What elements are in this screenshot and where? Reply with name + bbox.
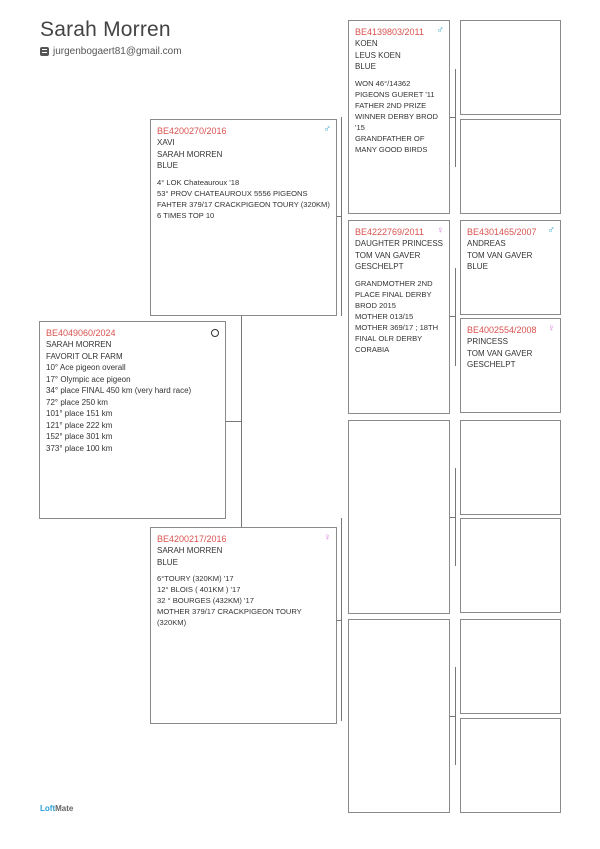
female-icon: ♀ [323, 532, 331, 543]
pigeon-card-sire-dam[interactable] [348, 220, 450, 414]
note-line: MOTHER 379/17 CRACKPIGEON TOURY (320KM) [157, 607, 304, 627]
info-line: GESCHELPT [467, 360, 516, 369]
info-line: 373° place 100 km [46, 443, 113, 453]
loftmate-logo: LoftMate [40, 804, 74, 813]
note-line: 32 ° BOURGES (432KM) '17 [157, 596, 254, 605]
female-icon: ♀ [436, 225, 444, 236]
info-line: TOM VAN GAVER [467, 348, 533, 358]
ring-number: BE4049060/2024 [46, 328, 116, 338]
pigeon-card-empty[interactable] [348, 420, 450, 614]
email-text: jurgenbogaert81@gmail.com [53, 46, 182, 57]
pigeon-card-empty[interactable] [460, 420, 561, 515]
pigeon-card-empty[interactable] [460, 20, 561, 115]
note-line: 4° LOK Chateauroux '18 [157, 177, 240, 187]
info-line: 34° place FINAL 450 km (very hard race) [46, 386, 192, 395]
connector [341, 518, 342, 721]
pigeon-card-dam[interactable] [150, 527, 337, 724]
ring-number: BE4301465/2007 [467, 227, 537, 237]
info-line: XAVI [157, 138, 175, 147]
pigeon-card-sire[interactable] [150, 119, 337, 316]
note-line: GRANDMOTHER 2ND PLACE FINAL DERBY BROD 2015 [355, 278, 435, 310]
pigeon-card-subject[interactable] [39, 321, 226, 519]
pigeon-card-sire-dam-dam[interactable] [460, 318, 561, 413]
info-line: DAUGHTER PRINCESS [355, 239, 444, 248]
info-line: TOM VAN GAVER [467, 250, 533, 260]
connector [455, 667, 456, 765]
info-line: SARAH MORREN [157, 149, 223, 159]
info-line: ANDREAS [467, 239, 506, 248]
pigeon-card-empty[interactable] [460, 718, 561, 813]
info-line: 72° place 250 km [46, 397, 108, 407]
pigeon-card-empty[interactable] [460, 119, 561, 214]
info-line: TOM VAN GAVER [355, 250, 421, 260]
info-line: 101° place 151 km [46, 409, 113, 418]
connector [455, 69, 456, 167]
male-icon: ♂ [547, 225, 555, 236]
info-line: FAVORIT OLR FARM [46, 351, 123, 361]
connector [225, 421, 241, 422]
pigeon-card-sire-dam-sire[interactable] [460, 220, 561, 315]
note-line: 6°TOURY (320KM) '17 [157, 574, 234, 583]
info-line: BLUE [157, 161, 178, 170]
ring-number: BE4200270/2016 [157, 126, 227, 136]
note-line: 12° BLOIS ( 401KM ) '17 [157, 585, 241, 594]
info-line: 152° place 301 km [46, 432, 113, 441]
note-line: WON 46°/14362 PIGEONS GUERET '11 [355, 78, 435, 99]
info-line: SARAH MORREN [46, 340, 112, 349]
male-icon: ♂ [436, 25, 444, 36]
male-icon: ♂ [323, 124, 331, 135]
info-line: KOEN [355, 39, 378, 48]
ring-number: BE4139803/2011 [355, 27, 424, 37]
pigeon-card-empty[interactable] [460, 619, 561, 714]
ring-number: BE4222769/2011 [355, 227, 424, 237]
info-line: 10° Ace pigeon overall [46, 363, 126, 372]
info-line: BLUE [355, 62, 376, 71]
ring-number: BE4200217/2016 [157, 534, 227, 544]
note-line: 6 TIMES TOP 10 [157, 210, 215, 220]
connector [455, 268, 456, 366]
connector [241, 315, 242, 528]
note-line: GRANDFATHER OF MANY GOOD BIRDS [355, 133, 428, 154]
info-line: 17° Olympic ace pigeon [46, 374, 131, 384]
connector [455, 468, 456, 566]
info-line: LEUS KOEN [355, 50, 401, 60]
note-line: FATHER 2ND PRIZE WINNER DERBY BROD '15 [355, 100, 441, 132]
pigeon-card-empty[interactable] [460, 518, 561, 613]
info-line: GESCHELPT [355, 262, 404, 271]
female-icon: ♀ [547, 323, 555, 334]
info-line: PRINCESS [467, 337, 508, 346]
email-icon [40, 47, 49, 56]
info-line: BLUE [467, 262, 488, 271]
info-line: SARAH MORREN [157, 546, 223, 555]
note-line: MOTHER 369/17 ; 18TH FINAL OLR DERBY CORABIA [355, 322, 441, 354]
note-line: FAHTER 379/17 CRACKPIGEON TOURY (320KM) [157, 199, 330, 209]
connector [341, 117, 342, 316]
info-line: 121° place 222 km [46, 420, 113, 430]
owner-email[interactable] [40, 46, 182, 57]
note-line: 53° PROV CHATEAUROUX 5556 PIGEONS [157, 188, 308, 198]
owner-name: Sarah Morren [40, 18, 171, 41]
ring-number: BE4002554/2008 [467, 325, 537, 335]
sex-unknown-icon [211, 329, 219, 337]
pigeon-card-sire-sire[interactable] [348, 20, 450, 214]
info-line: BLUE [157, 557, 178, 567]
pigeon-card-empty[interactable] [348, 619, 450, 813]
note-line: MOTHER 013/15 [355, 311, 414, 321]
